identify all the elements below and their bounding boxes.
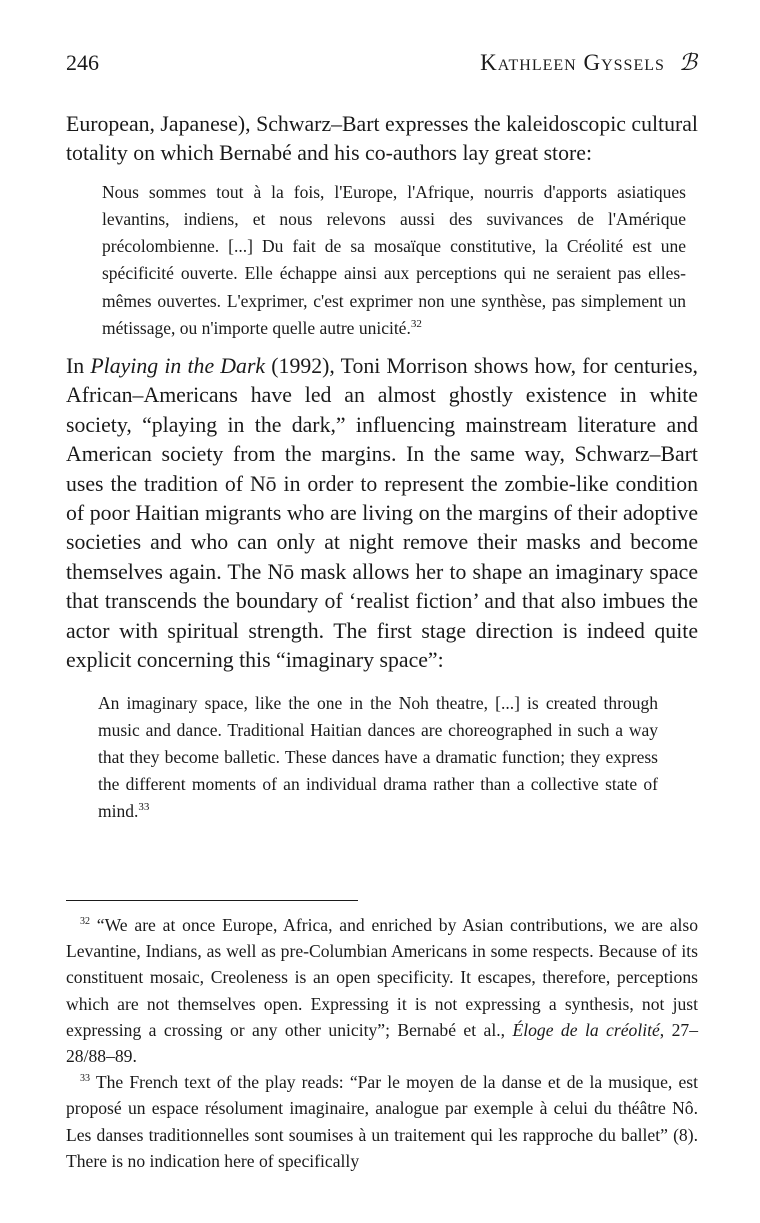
footnote-ref-33[interactable]: 33	[138, 801, 150, 814]
block-quote-french	[102, 179, 698, 342]
footnote-32-end: , 27–28/88–89.	[66, 1019, 699, 1067]
block-quote-french-text: Nous sommes tout à la fois, l'Europe, l'Afrique, nourris d'apports asiatiques levantins, indiens, et nous relevons aussi des suvivances de l'Amérique précolombienne. [...] Du fait de sa mosaïque constitutive, la Créolité est une spécificité ouverte. Elle échappe ainsi aux perceptions qui ne seraient pas elles-mêmes ouvertes. L'exprimer, c'est exprimer non une synthèse, pas simplement un métissage, ou n'importe quelle autre unicité.	[102, 181, 686, 338]
footnote-32	[66, 912, 698, 1069]
footnote-32-text: “We are at once Europe, Africa, and enriched by Asian contributions, we are also Levantine, Indians, as well as pre-Columbian Americans in some respects. Because of its constituent mosaic, Creoleness is an open specificity. It escapes, therefore, perceptions which are not themselves open. Expressing it is not expressing a synthesis, not just expressing a crossing or any other unicity”; Bernabé et al.,	[66, 915, 698, 1040]
block-quote-stage-direction-text: An imaginary space, like the one in the Noh theatre, [...] is created through music and dance. Traditional Haitian dances are choreographed in such a way that they become balletic. These dances have a dramatic function; they express the different moments of an individual drama rather than a collective state of mind.	[98, 692, 658, 822]
main-text	[66, 110, 698, 836]
book-title-playing-in-the-dark: Playing in the Dark	[90, 354, 266, 379]
footnote-33-text: The French text of the play reads: “Par le moyen de la danse et de la musique, est proposé un espace résolument imaginaire, analogue par exemple à celui du théâtre Nô. Les danses traditionnelles sont soumises à un traitement qui les rapproche du ballet” (8). There is no indication here of specifically	[66, 1072, 698, 1171]
footnote-33	[66, 1069, 698, 1174]
paragraph-morrison-rest: (1992), Toni Morrison shows how, for centuries, African–Americans have led an almost ghostly existence in white society, “playing in the dark,” influencing mainstream literature and American society from the margins. In the same way, Schwarz–Bart uses the tradition of Nō in order to represent the zombie-like condition of poor Haitian migrants who are living on the margins of their adoptive societies and who can only at night remove their masks and become themselves again. The Nō mask allows her to shape an imaginary space that transcends the boundary of ‘realist fiction’ and that also imbues the actor with spiritual strength. The first stage direction is indeed quite explicit concerning this “imaginary space”:	[66, 354, 698, 673]
section-mark-icon: ℬ	[678, 50, 698, 75]
page-header	[66, 50, 698, 76]
footnote-number-32: 32	[80, 916, 90, 928]
footnotes	[66, 912, 698, 1174]
page-number: 246	[66, 50, 99, 75]
running-head	[480, 50, 698, 76]
footnote-ref-32[interactable]: 32	[410, 318, 422, 330]
footnote-number-33: 33	[80, 1073, 90, 1085]
paragraph-morrison	[66, 352, 698, 675]
paragraph-intro: European, Japanese), Schwarz–Bart expresses the kaleidoscopic cultural totality on which Bernabé and his co-authors lay great store:	[66, 112, 698, 166]
footnote-divider	[66, 900, 358, 901]
book-title-eloge: Éloge de la créolité	[512, 1019, 660, 1040]
paragraph-morrison-start: In	[66, 354, 91, 379]
block-quote-stage-direction	[98, 690, 698, 826]
running-head-author: Kathleen Gyssels	[480, 50, 665, 75]
